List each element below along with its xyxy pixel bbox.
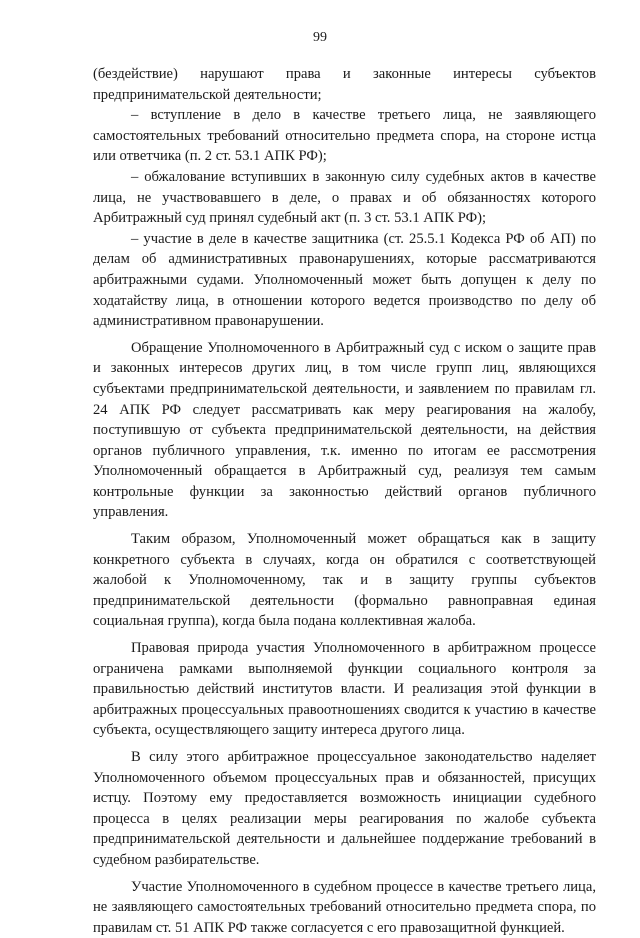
paragraph: Обращение Уполномоченного в Арбитражный суд с иском о защите прав и законных интересов других лиц, в том числе групп лиц, являющихся субъектами предпринимательской деятельности, и заявлением по правилам гл. 24 АПК РФ следует рассматривать как меру реагирования на жалобу, поступившую от субъекта предпринимательской деятельности, на действия органов публичного управления, т.к. именно по итогам ее рассмотрения Уполномоченный обращается в Арбитражный суд, реализуя тем самым контрольные функции за законностью действий органов публичного управления.	[93, 339, 596, 521]
paragraph: – обжалование вступивших в законную силу судебных актов в качестве лица, не участвовавшего в деле, о правах и об обязанностях которого Арбитражный суд принял судебный акт (п. 3 ст. 53.1 АПК РФ);	[93, 168, 596, 227]
paragraph: – вступление в дело в качестве третьего лица, не заявляющего самостоятельных требований относительно предмета спора, на стороне истца или ответчика (п. 2 ст. 53.1 АПК РФ);	[93, 107, 596, 165]
paragraph: (бездействие) нарушают права и законные интересы субъектов предпринимательской деятельности;	[93, 66, 596, 103]
paragraph: – участие в деле в качестве защитника (ст. 25.5.1 Кодекса РФ об АП) по делам об административных правонарушениях, которые рассматриваются арбитражными судами. Уполномоченный может быть допущен к делу по ходатайству лица, в отношении которого ведется производство по делу об административном правонарушении.	[93, 230, 596, 330]
paragraph: В силу этого арбитражное процессуальное законодательство наделяет Уполномоченного объемом процессуальных прав и обязанностей, присущих истцу. Поэтому ему предоставляется возможность инициации судебного процесса в целях реализации меры реагирования по жалобе субъекта предпринимательской деятельности и дальнейшее поддержание требований в судебном разбирательстве.	[93, 749, 596, 868]
paragraph: Правовая природа участия Уполномоченного в арбитражном процессе ограничена рамками выполняемой функции социального контроля за правильностью действий институтов власти. И реализация этой функции в арбитражных процессуальных правоотношениях сводится к участию в качестве субъекта, осуществляющего защиту интереса другого лица.	[93, 640, 596, 739]
paragraph: Участие Уполномоченного в судебном процессе в качестве третьего лица, не заявляющего самостоятельных требований относительно предмета спора, по правилам ст. 51 АПК РФ также согласуется с его правозащитной функцией.	[93, 878, 596, 936]
document-body	[93, 64, 596, 938]
page-number: 99	[313, 30, 327, 45]
paragraph: Таким образом, Уполномоченный может обращаться как в защиту конкретного субъекта в случаях, когда он обратился с соответствующей жалобой к Уполномоченному, так и в защиту группы субъектов предпринимательской деятельности (формально равноправная единая социальная группа), когда была подана коллективная жалоба.	[93, 531, 596, 630]
